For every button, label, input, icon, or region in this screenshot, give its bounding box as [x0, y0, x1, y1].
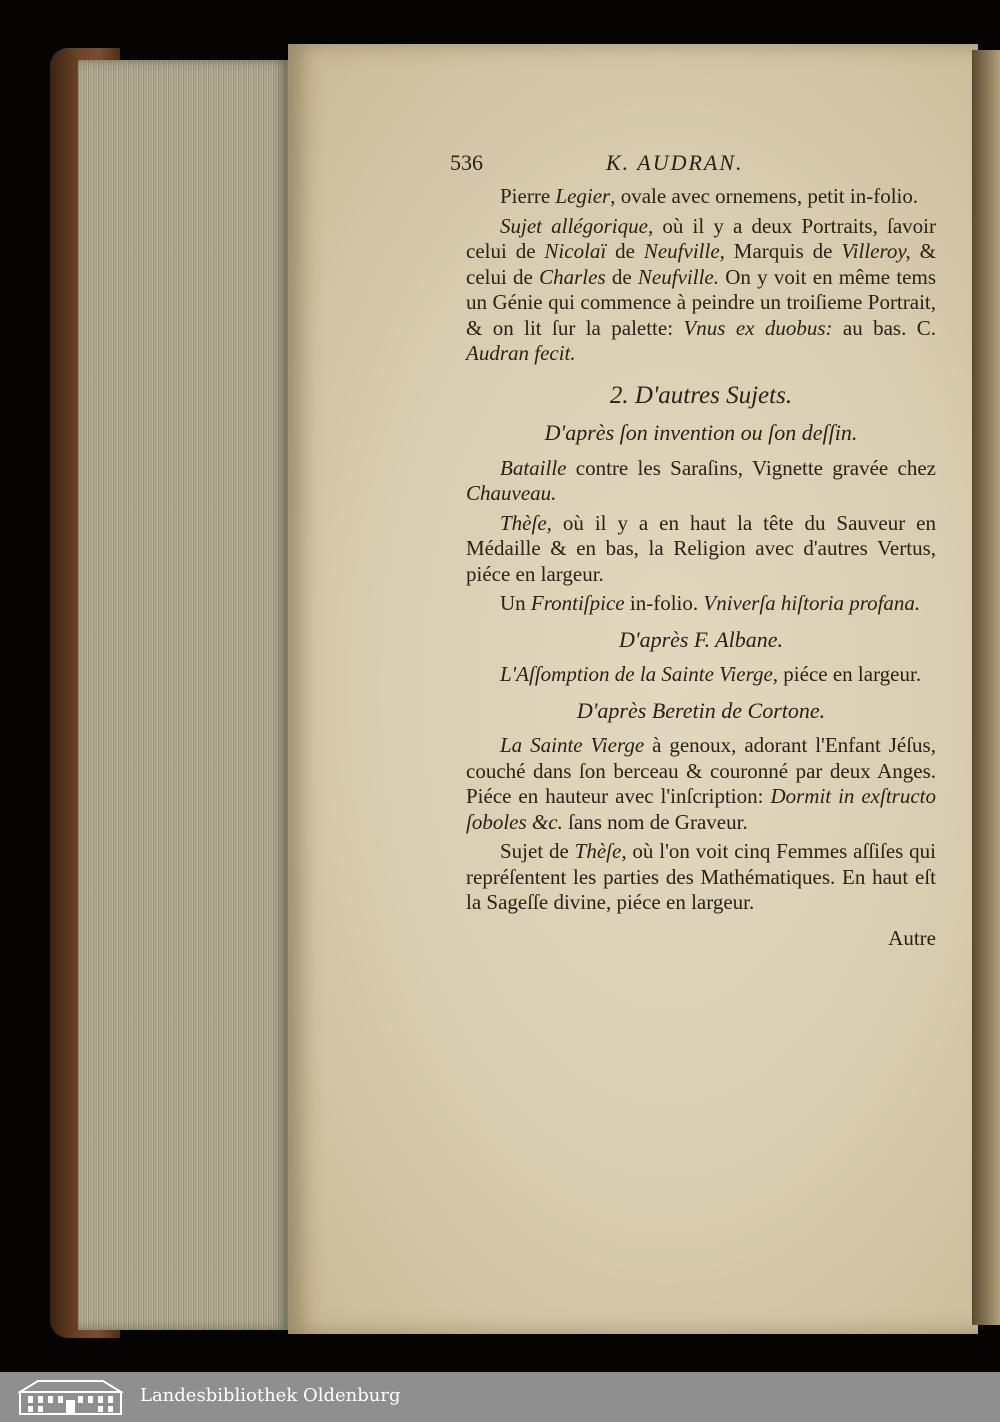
text-run: Un — [500, 591, 531, 615]
italic-text: Audran fecit. — [466, 341, 576, 365]
subheading-invention: D'après ſon invention ou ſon deſſin. — [544, 420, 858, 445]
italic-text: Charles — [539, 264, 606, 289]
paragraph — [466, 662, 936, 688]
text-run: au bas. C. — [832, 315, 936, 340]
italic-text: Vniverſa hiſtoria profana. — [703, 591, 921, 615]
italic-text: Legier — [555, 184, 611, 208]
library-footer — [0, 1372, 1000, 1422]
section-heading: 2. D'autres Sujets. — [609, 381, 793, 409]
italic-text: Thèſe, — [574, 839, 627, 863]
text-block-4 — [466, 733, 936, 916]
paragraph — [466, 733, 936, 835]
page-edges — [78, 60, 288, 1330]
paragraph — [466, 456, 936, 507]
italic-text: Villeroy, — [841, 239, 911, 263]
text-block-2 — [466, 456, 936, 617]
italic-text: Frontiſpice — [530, 591, 625, 615]
italic-text: Chauveau. — [466, 481, 557, 505]
subheading-albane: D'après F. Albane. — [618, 626, 783, 652]
italic-text: Neufville. — [637, 264, 719, 289]
text-block-3 — [466, 662, 936, 688]
text-run: , où il y a deux Portraits, ſavoir celui de — [466, 213, 936, 263]
page-number: 536 — [450, 150, 483, 175]
text-run: Sujet de — [500, 839, 575, 863]
facing-page-edge — [972, 50, 1000, 1325]
text-run: piéce en largeur. — [778, 662, 922, 686]
text-run: à genoux, adorant l'Enfant Jéſus, couché dans ſon berceau & couronné par deux Anges. Piéce en hauteur avec l'inſcription: — [466, 733, 936, 808]
italic-text: Nicolaï — [544, 239, 607, 263]
italic-text: Dormit in exſtructo ſoboles &c. — [466, 784, 936, 834]
paragraph — [466, 214, 936, 367]
text-run: & celui de — [466, 239, 936, 289]
italic-text: Vnus ex duobus: — [683, 315, 833, 340]
running-head: K. AUDRAN. — [606, 150, 744, 175]
catchword: Autre — [888, 925, 936, 950]
page-text — [450, 150, 937, 951]
text-run: de — [606, 239, 644, 263]
text-run: de — [605, 264, 638, 289]
text-run: On y voit en même tems un Génie qui commence à peindre un troiſieme Portrait, & on lit ſur la palette: — [466, 264, 936, 340]
library-name: Landesbibliothek Oldenburg — [140, 1385, 401, 1406]
text-run: in-folio. — [624, 591, 704, 615]
paragraph — [466, 184, 936, 210]
italic-text: Bataille — [500, 455, 567, 480]
text-run: Marquis de — [724, 239, 842, 263]
italic-text: La Sainte Vierge — [500, 733, 645, 757]
paragraph — [466, 591, 936, 617]
italic-text: Sujet allégorique — [500, 213, 648, 238]
italic-text: Neufville, — [643, 239, 725, 263]
text-run: où il y a en haut la tête du Sauveur en Médaille & en bas, la Religion avec d'autres Vertus, piéce en largeur. — [466, 510, 936, 586]
italic-text: L'Aſſomption de la Sainte Vierge, — [500, 662, 779, 686]
page-header — [450, 150, 936, 184]
text-block-1 — [466, 184, 936, 367]
text-run: ſans nom de Graveur. — [562, 809, 748, 834]
text-run: où l'on voit cinq Femmes aſſiſes qui repréſentent les parties des Mathématiques. En haut eſt la Sageſſe divine, piéce en largeur. — [466, 839, 937, 914]
library-building-icon — [18, 1378, 123, 1416]
subheading-cortone: D'après Beretin de Cortone. — [576, 697, 826, 723]
text-run: contre les Saraſins, Vignette gravée chez — [566, 455, 936, 480]
paragraph — [466, 839, 936, 916]
paragraph — [466, 511, 936, 588]
italic-text: Thèſe, — [500, 510, 552, 535]
text-run: Pierre — [500, 184, 556, 208]
text-run: , ovale avec ornemens, petit in-folio. — [610, 184, 919, 208]
